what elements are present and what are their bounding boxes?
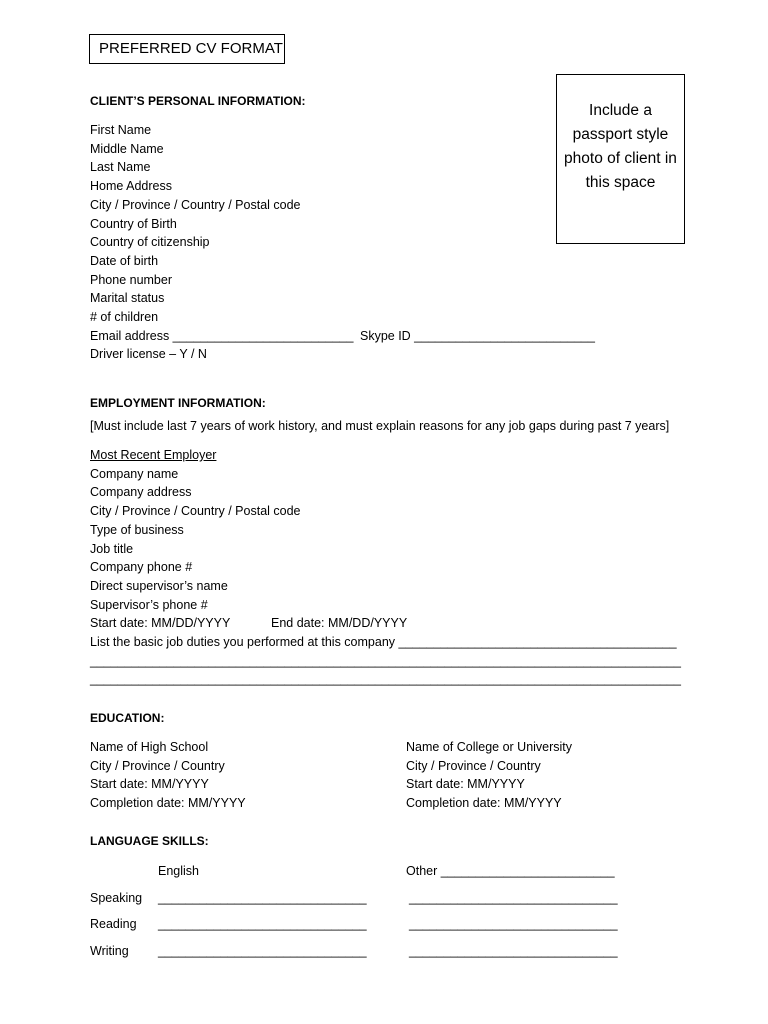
speaking-other-blank: ______________________________: [409, 891, 618, 905]
field-college-start: Start date: MM/YYYY: [406, 777, 525, 792]
field-company-name: Company name: [90, 466, 179, 481]
field-date-of-birth: Date of birth: [90, 253, 159, 268]
language-col-english: English: [158, 864, 199, 878]
field-company-address: Company address: [90, 485, 192, 500]
reading-other-blank: ______________________________: [409, 917, 618, 931]
photo-note: Include a passport style photo of client in this space: [564, 102, 677, 191]
field-hs-city: City / Province / Country: [90, 758, 225, 773]
duties-blank-line-1: _____________________________________________________________________________________: [90, 653, 681, 668]
personal-heading: CLIENT’S PERSONAL INFORMATION:: [90, 94, 306, 108]
field-driver-license: Driver license – Y / N: [90, 347, 207, 362]
field-end-date: End date: MM/DD/YYYY: [271, 616, 408, 631]
field-hs-completion: Completion date: MM/YYYY: [90, 796, 246, 811]
employment-fields: [90, 446, 681, 689]
field-job-duties: List the basic job duties you performed at this company ________________________________________: [90, 635, 677, 650]
field-job-title: Job title: [90, 541, 134, 556]
field-company-phone: Company phone #: [90, 560, 193, 575]
field-middle-name: Middle Name: [90, 141, 164, 156]
language-row-speaking-label: Speaking: [90, 891, 143, 905]
employment-note: [Must include last 7 years of work history, and must explain reasons for any job gaps during past 7 years]: [90, 419, 670, 433]
writing-other-blank: ______________________________: [409, 944, 618, 958]
speaking-english-blank: ______________________________: [158, 891, 367, 905]
language-row-writing-label: Writing: [90, 944, 129, 958]
field-first-name: First Name: [90, 123, 152, 137]
duties-blank-line-2: _____________________________________________________________________________________: [90, 672, 681, 687]
field-home-address: Home Address: [90, 179, 172, 194]
field-college: Name of College or University: [406, 740, 573, 754]
field-hs-start: Start date: MM/YYYY: [90, 777, 209, 792]
field-start-date: Start date: MM/DD/YYYY: [90, 616, 231, 631]
field-children: # of children: [90, 310, 159, 325]
personal-fields: [90, 121, 595, 364]
language-row-reading-label: Reading: [90, 917, 137, 931]
field-skype: Skype ID __________________________: [360, 328, 595, 343]
education-right: [406, 738, 572, 813]
field-citizenship: Country of citizenship: [90, 235, 210, 250]
dates-row: [90, 614, 681, 633]
field-high-school: Name of High School: [90, 740, 209, 754]
field-last-name: Last Name: [90, 160, 151, 175]
photo-placeholder: [556, 74, 685, 244]
field-email: Email address __________________________: [90, 328, 354, 343]
language-heading: LANGUAGE SKILLS:: [90, 834, 209, 848]
field-phone: Phone number: [90, 272, 173, 287]
education-left: [90, 738, 246, 813]
most-recent-employer: Most Recent Employer: [90, 448, 217, 462]
field-marital-status: Marital status: [90, 291, 165, 306]
language-col-other: Other _________________________: [406, 864, 615, 878]
employment-heading: EMPLOYMENT INFORMATION:: [90, 396, 266, 410]
field-country-of-birth: Country of Birth: [90, 216, 177, 231]
writing-english-blank: ______________________________: [158, 944, 367, 958]
form-title: PREFERRED CV FORMAT: [89, 34, 285, 64]
field-city-province: City / Province / Country / Postal code: [90, 197, 301, 212]
field-college-city: City / Province / Country: [406, 758, 541, 773]
field-business-type: Type of business: [90, 522, 184, 537]
field-college-completion: Completion date: MM/YYYY: [406, 796, 562, 811]
field-supervisor-name: Direct supervisor’s name: [90, 578, 228, 593]
reading-english-blank: ______________________________: [158, 917, 367, 931]
field-company-city: City / Province / Country / Postal code: [90, 504, 301, 519]
field-supervisor-phone: Supervisor’s phone #: [90, 597, 208, 612]
education-heading: EDUCATION:: [90, 711, 165, 725]
email-skype-row: [90, 327, 595, 346]
